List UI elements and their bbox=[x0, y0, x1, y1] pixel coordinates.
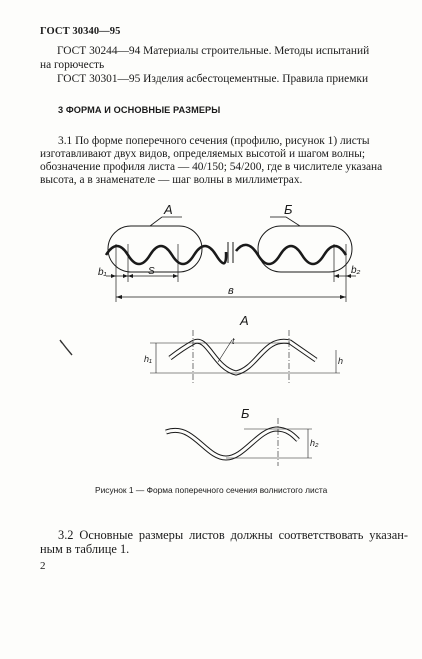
label-s: S bbox=[148, 266, 155, 277]
reference-1-line-2: на горючесть bbox=[40, 59, 105, 71]
label-h2: h₂ bbox=[310, 438, 319, 448]
para-3-1-line-2: изготавливают двух видов, определяемых высотой и шагом волны; bbox=[40, 148, 366, 160]
sheet-profile-right bbox=[236, 245, 346, 264]
para-3-1-line-4: высота, а в знаменателе — шаг волны в миллиметрах. bbox=[40, 174, 303, 186]
label-b2: b₂ bbox=[351, 265, 361, 276]
detail-a-title: А bbox=[240, 313, 249, 328]
label-h1: h₁ bbox=[144, 354, 152, 364]
para-3-2-line-1 bbox=[58, 529, 408, 542]
leader-b bbox=[286, 217, 300, 226]
reference-2: ГОСТ 30301—95 Изделия асбестоцементные. Правила приемки bbox=[57, 73, 369, 85]
para-3-2-line-2: ным в таблице 1. bbox=[40, 542, 130, 556]
para-3-1-line-1: 3.1 По форме поперечного сечения (профилю, рисунок 1) листы bbox=[58, 135, 370, 147]
word: должны bbox=[230, 528, 273, 542]
label-b1: b₁ bbox=[98, 267, 107, 278]
page-number: 2 bbox=[40, 560, 46, 572]
leader-a bbox=[150, 217, 162, 226]
figure-caption: Рисунок 1 — Форма поперечного сечения волнистого листа bbox=[95, 485, 328, 495]
para-3-1-line-3: обозначение профиля листа — 40/150; 54/200, где в числителе указана bbox=[40, 161, 383, 173]
label-overall-width: в bbox=[228, 285, 234, 297]
reference-1-line-1: ГОСТ 30244—94 Материалы строительные. Методы испытаний bbox=[57, 45, 370, 57]
label-t: t bbox=[232, 336, 235, 346]
word: Основные bbox=[79, 528, 133, 542]
label-h: h bbox=[338, 356, 344, 366]
word: размеры bbox=[138, 528, 184, 542]
label-b: Б bbox=[284, 202, 293, 217]
pencil-mark bbox=[60, 340, 72, 355]
word: указан- bbox=[369, 528, 408, 542]
word: 3.2 bbox=[58, 528, 74, 542]
standard-code: ГОСТ 30340—95 bbox=[40, 26, 121, 37]
detail-b-title: Б bbox=[241, 406, 250, 421]
detail-oval-b bbox=[258, 226, 352, 272]
sheet-profile-left bbox=[106, 246, 226, 264]
word: листов bbox=[189, 528, 225, 542]
label-a: А bbox=[164, 202, 173, 217]
word: соответствовать bbox=[278, 528, 364, 542]
section-title: 3 ФОРМА И ОСНОВНЫЕ РАЗМЕРЫ bbox=[58, 105, 221, 115]
